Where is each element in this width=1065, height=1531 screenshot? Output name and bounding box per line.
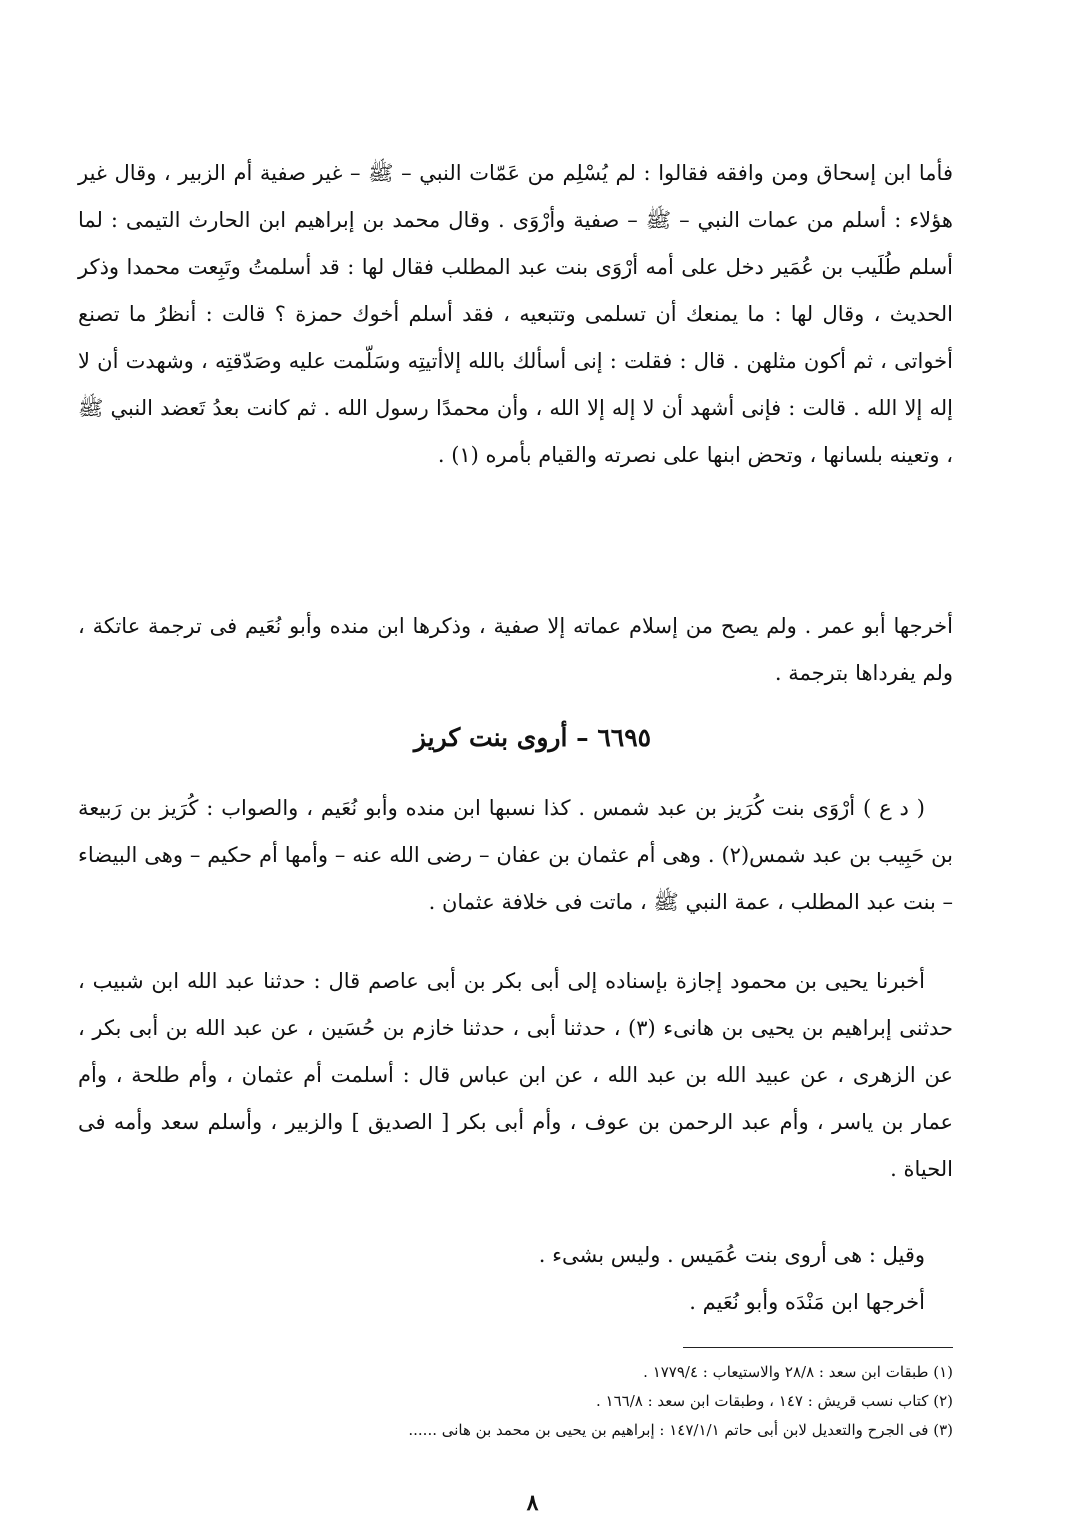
entry-isnad-section — [78, 958, 953, 1193]
footnote-separator — [683, 1347, 953, 1348]
page-number: ٨ — [526, 1490, 539, 1516]
entry-qil-line: وقيل : هى أروى بنت عُمَيس . وليس بشىء . — [538, 1243, 925, 1267]
entry-akhraja-line: أخرجها ابن مَنْدَه وأبو نُعَيم . — [689, 1290, 925, 1314]
footnote-3: (٣) فى الجرح والتعديل لابن أبى حاتم ١٤٧/١/١ : إبراهيم بن يحيى بن محمد بن هانى ...... — [408, 1421, 953, 1439]
entry-notes-section — [78, 1232, 925, 1326]
entry-heading: ٦٦٩٥ – أروى بنت كريز — [413, 723, 652, 752]
entry-intro-paragraph: ( د ع ) أرْوَى بنت كُرَيز بن عبد شمس . كذا نسبها ابن منده وأبو نُعَيم ، والصواب : كُرَيز بن رَبيعة بن حَبِيب بن عبد شمس(٢) . وهى أم عثمان بن عفان – رضى الله عنه – وأمها أم حكيم – وهى البيضاء – بنت عبد المطلب ، عمة النبي ﷺ ، ماتت فى خلافة عثمان . — [78, 796, 953, 914]
opening-closing-paragraph: أخرجها أبو عمر . ولم يصح من إسلام عماته إلا صفية ، وذكرها ابن منده وأبو نُعَيم فى ترجمة عاتكة ، ولم يفرداها بترجمة . — [78, 614, 953, 685]
entry-intro-section — [78, 785, 953, 926]
footnotes — [150, 1358, 953, 1445]
opening-closing-section — [78, 603, 953, 697]
opening-section — [78, 150, 953, 479]
footnote-1: (١) طبقات ابن سعد : ٢٨/٨ والاستيعاب : ١٧٧٩/٤ . — [643, 1363, 953, 1381]
entry-isnad-paragraph: أخبرنا يحيى بن محمود إجازة بإسناده إلى أبى بكر بن أبى عاصم قال : حدثنا عبد الله ابن شبيب ، حدثنى إبراهيم بن يحيى بن هانىء (٣) ، حدثنا أبى ، حدثنا خازم بن حُسَين ، عن عبد الله بن أبى بكر ، عن الزهرى ، عن عبيد الله بن عبد الله ، عن ابن عباس قال : أسلمت أم عثمان ، وأم طلحة ، وأم عمار بن ياسر ، وأم عبد الرحمن بن عوف ، وأم أبى بكر [ الصديق ] والزبير ، وأسلم سعد وأمه فى الحياة . — [78, 969, 953, 1181]
opening-paragraph: فأما ابن إسحاق ومن وافقه فقالوا : لم يُسْلِم من عَمّات النبي – ﷺ – غير صفية أم الزبير ، وقال غير هؤلاء : أسلم من عمات النبي – ﷺ – صفية وأرْوَى . وقال محمد بن إبراهيم ابن الحارث التيمى : لما أسلم طُلَيب بن عُمَير دخل على أمه أرْوَى بنت عبد المطلب فقال لها : قد أسلمتُ وتَبِعت محمدا وذكر الحديث ، وقال لها : ما يمنعك أن تسلمى وتتبعيه ، فقد أسلم أخوك حمزة ؟ قالت : أنظرُ ما تصنع أخواتى ، ثم أكون مثلهن . قال : فقلت : إنى أسألك بالله إلاأتيتِه وسَلّمت عليه وصَدّقتِه ، وشهدت أن لا إله إلا الله . قالت : فإنى أشهد أن لا إله إلا الله ، وأن محمدًا رسول الله . ثم كانت بعدُ تَعضد النبي ﷺ ، وتعينه بلسانها ، وتحض ابنها على نصرته والقيام بأمره (١) . — [78, 161, 953, 467]
footnote-2: (٢) كتاب نسب قريش : ١٤٧ ، وطبقات ابن سعد : ١٦٦/٨ . — [596, 1392, 953, 1410]
